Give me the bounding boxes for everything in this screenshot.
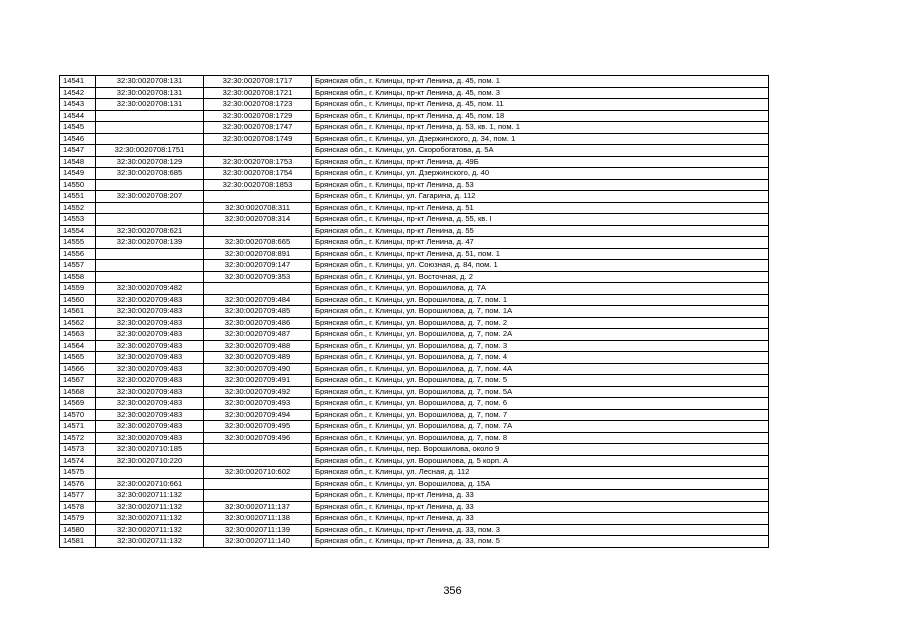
table-row <box>60 294 769 306</box>
land-cadastral-cell: 32:30:0020708:129 <box>96 156 204 168</box>
table-row <box>60 421 769 433</box>
address-cell: Брянская обл., г. Клинцы, ул. Ворошилова, д. 7, пом. 2 <box>312 317 769 329</box>
table-row <box>60 306 769 318</box>
row-number-cell: 14580 <box>60 524 96 536</box>
land-cadastral-cell: 32:30:0020709:483 <box>96 409 204 421</box>
table-row <box>60 156 769 168</box>
object-cadastral-cell: 32:30:0020708:1747 <box>204 122 312 134</box>
row-number-cell: 14541 <box>60 76 96 88</box>
address-cell: Брянская обл., г. Клинцы, ул. Ворошилова, д. 7, пом. 4А <box>312 363 769 375</box>
row-number-cell: 14578 <box>60 501 96 513</box>
object-cadastral-cell: 32:30:0020711:138 <box>204 513 312 525</box>
object-cadastral-cell: 32:30:0020708:1721 <box>204 87 312 99</box>
row-number-cell: 14546 <box>60 133 96 145</box>
object-cadastral-cell <box>204 455 312 467</box>
address-cell: Брянская обл., г. Клинцы, пр-кт Ленина, д. 45, пом. 11 <box>312 99 769 111</box>
table-row <box>60 76 769 88</box>
table-row <box>60 455 769 467</box>
land-cadastral-cell: 32:30:0020708:131 <box>96 87 204 99</box>
page-number: 356 <box>443 585 462 597</box>
address-cell: Брянская обл., г. Клинцы, пр-кт Ленина, д. 33 <box>312 501 769 513</box>
land-cadastral-cell: 32:30:0020709:483 <box>96 375 204 387</box>
row-number-cell: 14571 <box>60 421 96 433</box>
table-row <box>60 191 769 203</box>
address-cell: Брянская обл., г. Клинцы, ул. Лесная, д. 112 <box>312 467 769 479</box>
row-number-cell: 14548 <box>60 156 96 168</box>
object-cadastral-cell: 32:30:0020709:489 <box>204 352 312 364</box>
object-cadastral-cell: 32:30:0020708:891 <box>204 248 312 260</box>
table-row <box>60 317 769 329</box>
object-cadastral-cell <box>204 490 312 502</box>
object-cadastral-cell: 32:30:0020708:1754 <box>204 168 312 180</box>
land-cadastral-cell: 32:30:0020709:483 <box>96 317 204 329</box>
row-number-cell: 14554 <box>60 225 96 237</box>
row-number-cell: 14551 <box>60 191 96 203</box>
table-row <box>60 478 769 490</box>
land-cadastral-cell <box>96 248 204 260</box>
object-cadastral-cell: 32:30:0020710:602 <box>204 467 312 479</box>
object-cadastral-cell: 32:30:0020708:1853 <box>204 179 312 191</box>
object-cadastral-cell: 32:30:0020709:486 <box>204 317 312 329</box>
table-row <box>60 260 769 272</box>
table-row <box>60 214 769 226</box>
table-row <box>60 133 769 145</box>
land-cadastral-cell: 32:30:0020709:483 <box>96 432 204 444</box>
address-cell: Брянская обл., г. Клинцы, пр-кт Ленина, д. 33 <box>312 513 769 525</box>
object-cadastral-cell: 32:30:0020709:493 <box>204 398 312 410</box>
address-cell: Брянская обл., г. Клинцы, ул. Скоробогатова, д. 5А <box>312 145 769 157</box>
object-cadastral-cell: 32:30:0020711:140 <box>204 536 312 548</box>
address-cell: Брянская обл., г. Клинцы, ул. Ворошилова, д. 7, пом. 8 <box>312 432 769 444</box>
table-row <box>60 110 769 122</box>
row-number-cell: 14577 <box>60 490 96 502</box>
row-number-cell: 14569 <box>60 398 96 410</box>
land-cadastral-cell: 32:30:0020708:1751 <box>96 145 204 157</box>
row-number-cell: 14576 <box>60 478 96 490</box>
table-row <box>60 536 769 548</box>
object-cadastral-cell <box>204 283 312 295</box>
address-cell: Брянская обл., г. Клинцы, ул. Союзная, д. 84, пом. 1 <box>312 260 769 272</box>
table-row <box>60 283 769 295</box>
table-row <box>60 398 769 410</box>
table-row <box>60 501 769 513</box>
table-row <box>60 352 769 364</box>
table-row <box>60 122 769 134</box>
table-row <box>60 168 769 180</box>
address-cell: Брянская обл., г. Клинцы, ул. Ворошилова, д. 7, пом. 4 <box>312 352 769 364</box>
address-cell: Брянская обл., г. Клинцы, ул. Восточная, д. 2 <box>312 271 769 283</box>
address-cell: Брянская обл., г. Клинцы, пр-кт Ленина, д. 51 <box>312 202 769 214</box>
object-cadastral-cell <box>204 478 312 490</box>
table-row <box>60 271 769 283</box>
address-cell: Брянская обл., г. Клинцы, пр-кт Ленина, д. 49Б <box>312 156 769 168</box>
land-cadastral-cell: 32:30:0020710:661 <box>96 478 204 490</box>
table-row <box>60 409 769 421</box>
row-number-cell: 14555 <box>60 237 96 249</box>
land-cadastral-cell: 32:30:0020709:483 <box>96 386 204 398</box>
table-row <box>60 444 769 456</box>
land-cadastral-cell: 32:30:0020711:132 <box>96 490 204 502</box>
land-cadastral-cell: 32:30:0020708:207 <box>96 191 204 203</box>
address-cell: Брянская обл., г. Клинцы, ул. Дзержинского, д. 40 <box>312 168 769 180</box>
land-cadastral-cell <box>96 110 204 122</box>
table-row <box>60 202 769 214</box>
row-number-cell: 14556 <box>60 248 96 260</box>
table-row <box>60 490 769 502</box>
land-cadastral-cell: 32:30:0020711:132 <box>96 513 204 525</box>
address-cell: Брянская обл., г. Клинцы, пр-кт Ленина, д. 47 <box>312 237 769 249</box>
row-number-cell: 14575 <box>60 467 96 479</box>
object-cadastral-cell: 32:30:0020709:495 <box>204 421 312 433</box>
object-cadastral-cell: 32:30:0020709:487 <box>204 329 312 341</box>
row-number-cell: 14566 <box>60 363 96 375</box>
row-number-cell: 14542 <box>60 87 96 99</box>
row-number-cell: 14544 <box>60 110 96 122</box>
row-number-cell: 14568 <box>60 386 96 398</box>
land-cadastral-cell: 32:30:0020709:483 <box>96 329 204 341</box>
object-cadastral-cell: 32:30:0020709:147 <box>204 260 312 272</box>
object-cadastral-cell: 32:30:0020709:490 <box>204 363 312 375</box>
table-row <box>60 248 769 260</box>
object-cadastral-cell <box>204 225 312 237</box>
land-cadastral-cell: 32:30:0020711:132 <box>96 501 204 513</box>
object-cadastral-cell: 32:30:0020708:1723 <box>204 99 312 111</box>
land-cadastral-cell: 32:30:0020709:483 <box>96 421 204 433</box>
table-row <box>60 432 769 444</box>
land-cadastral-cell: 32:30:0020709:483 <box>96 352 204 364</box>
row-number-cell: 14552 <box>60 202 96 214</box>
object-cadastral-cell: 32:30:0020708:1717 <box>204 76 312 88</box>
address-cell: Брянская обл., г. Клинцы, ул. Ворошилова, д. 7, пом. 5А <box>312 386 769 398</box>
row-number-cell: 14561 <box>60 306 96 318</box>
table-row <box>60 225 769 237</box>
row-number-cell: 14570 <box>60 409 96 421</box>
table-row <box>60 329 769 341</box>
object-cadastral-cell: 32:30:0020709:494 <box>204 409 312 421</box>
row-number-cell: 14573 <box>60 444 96 456</box>
address-cell: Брянская обл., г. Клинцы, ул. Гагарина, д. 112 <box>312 191 769 203</box>
object-cadastral-cell: 32:30:0020708:314 <box>204 214 312 226</box>
land-cadastral-cell <box>96 202 204 214</box>
land-cadastral-cell: 32:30:0020711:132 <box>96 524 204 536</box>
table-row <box>60 375 769 387</box>
land-cadastral-cell: 32:30:0020708:131 <box>96 99 204 111</box>
address-cell: Брянская обл., г. Клинцы, пр-кт Ленина, д. 55 <box>312 225 769 237</box>
land-cadastral-cell <box>96 260 204 272</box>
table-row <box>60 340 769 352</box>
row-number-cell: 14559 <box>60 283 96 295</box>
address-cell: Брянская обл., г. Клинцы, пр-кт Ленина, д. 45, пом. 18 <box>312 110 769 122</box>
row-number-cell: 14547 <box>60 145 96 157</box>
land-cadastral-cell <box>96 271 204 283</box>
land-cadastral-cell: 32:30:0020708:621 <box>96 225 204 237</box>
address-cell: Брянская обл., г. Клинцы, ул. Ворошилова, д. 7, пом. 7 <box>312 409 769 421</box>
land-cadastral-cell: 32:30:0020709:482 <box>96 283 204 295</box>
table-row <box>60 145 769 157</box>
address-cell: Брянская обл., г. Клинцы, ул. Ворошилова, д. 7, пом. 7А <box>312 421 769 433</box>
address-cell: Брянская обл., г. Клинцы, пр-кт Ленина, д. 51, пом. 1 <box>312 248 769 260</box>
address-cell: Брянская обл., г. Клинцы, пр-кт Ленина, д. 53, кв. 1, пом. 1 <box>312 122 769 134</box>
address-cell: Брянская обл., г. Клинцы, пр-кт Ленина, д. 53 <box>312 179 769 191</box>
address-cell: Брянская обл., г. Клинцы, ул. Ворошилова, д. 7, пом. 6 <box>312 398 769 410</box>
land-cadastral-cell <box>96 214 204 226</box>
object-cadastral-cell <box>204 444 312 456</box>
table-row <box>60 513 769 525</box>
register-table-body <box>60 76 769 548</box>
address-cell: Брянская обл., г. Клинцы, ул. Дзержинского, д. 34, пом. 1 <box>312 133 769 145</box>
object-cadastral-cell: 32:30:0020708:1753 <box>204 156 312 168</box>
object-cadastral-cell <box>204 191 312 203</box>
land-cadastral-cell <box>96 122 204 134</box>
address-cell: Брянская обл., г. Клинцы, ул. Ворошилова, д. 7, пом. 5 <box>312 375 769 387</box>
object-cadastral-cell: 32:30:0020708:665 <box>204 237 312 249</box>
row-number-cell: 14562 <box>60 317 96 329</box>
address-cell: Брянская обл., г. Клинцы, пр-кт Ленина, д. 33, пом. 3 <box>312 524 769 536</box>
table-row <box>60 237 769 249</box>
land-cadastral-cell: 32:30:0020709:483 <box>96 398 204 410</box>
row-number-cell: 14579 <box>60 513 96 525</box>
land-cadastral-cell: 32:30:0020711:132 <box>96 536 204 548</box>
address-cell: Брянская обл., г. Клинцы, ул. Ворошилова, д. 7, пом. 1 <box>312 294 769 306</box>
object-cadastral-cell: 32:30:0020709:492 <box>204 386 312 398</box>
row-number-cell: 14550 <box>60 179 96 191</box>
land-cadastral-cell <box>96 467 204 479</box>
land-cadastral-cell <box>96 179 204 191</box>
table-row <box>60 524 769 536</box>
address-cell: Брянская обл., г. Клинцы, ул. Ворошилова, д. 7, пом. 3 <box>312 340 769 352</box>
table-row <box>60 87 769 99</box>
row-number-cell: 14553 <box>60 214 96 226</box>
land-cadastral-cell: 32:30:0020708:139 <box>96 237 204 249</box>
row-number-cell: 14545 <box>60 122 96 134</box>
table-row <box>60 363 769 375</box>
address-cell: Брянская обл., г. Клинцы, пер. Ворошилова, около 9 <box>312 444 769 456</box>
row-number-cell: 14574 <box>60 455 96 467</box>
object-cadastral-cell: 32:30:0020709:496 <box>204 432 312 444</box>
land-cadastral-cell: 32:30:0020710:185 <box>96 444 204 456</box>
address-cell: Брянская обл., г. Клинцы, ул. Ворошилова, д. 15А <box>312 478 769 490</box>
object-cadastral-cell: 32:30:0020709:485 <box>204 306 312 318</box>
address-cell: Брянская обл., г. Клинцы, пр-кт Ленина, д. 45, пом. 3 <box>312 87 769 99</box>
object-cadastral-cell: 32:30:0020708:311 <box>204 202 312 214</box>
address-cell: Брянская обл., г. Клинцы, пр-кт Ленина, д. 55, кв. I <box>312 214 769 226</box>
table-row <box>60 467 769 479</box>
object-cadastral-cell: 32:30:0020709:484 <box>204 294 312 306</box>
row-number-cell: 14565 <box>60 352 96 364</box>
land-cadastral-cell <box>96 133 204 145</box>
land-cadastral-cell: 32:30:0020709:483 <box>96 363 204 375</box>
address-cell: Брянская обл., г. Клинцы, ул. Ворошилова, д. 7А <box>312 283 769 295</box>
object-cadastral-cell: 32:30:0020711:139 <box>204 524 312 536</box>
land-cadastral-cell: 32:30:0020708:685 <box>96 168 204 180</box>
row-number-cell: 14557 <box>60 260 96 272</box>
land-cadastral-cell: 32:30:0020709:483 <box>96 306 204 318</box>
address-cell: Брянская обл., г. Клинцы, ул. Ворошилова, д. 7, пом. 2А <box>312 329 769 341</box>
table-row <box>60 386 769 398</box>
row-number-cell: 14581 <box>60 536 96 548</box>
address-cell: Брянская обл., г. Клинцы, ул. Ворошилова, д. 5 корп. А <box>312 455 769 467</box>
land-cadastral-cell: 32:30:0020709:483 <box>96 340 204 352</box>
table-row <box>60 99 769 111</box>
address-cell: Брянская обл., г. Клинцы, пр-кт Ленина, д. 45, пом. 1 <box>312 76 769 88</box>
land-cadastral-cell: 32:30:0020709:483 <box>96 294 204 306</box>
row-number-cell: 14564 <box>60 340 96 352</box>
address-cell: Брянская обл., г. Клинцы, ул. Ворошилова, д. 7, пом. 1А <box>312 306 769 318</box>
object-cadastral-cell: 32:30:0020709:491 <box>204 375 312 387</box>
land-cadastral-cell: 32:30:0020710:220 <box>96 455 204 467</box>
row-number-cell: 14560 <box>60 294 96 306</box>
row-number-cell: 14572 <box>60 432 96 444</box>
row-number-cell: 14563 <box>60 329 96 341</box>
address-cell: Брянская обл., г. Клинцы, пр-кт Ленина, д. 33 <box>312 490 769 502</box>
table-row <box>60 179 769 191</box>
object-cadastral-cell <box>204 145 312 157</box>
row-number-cell: 14567 <box>60 375 96 387</box>
object-cadastral-cell: 32:30:0020708:1749 <box>204 133 312 145</box>
row-number-cell: 14549 <box>60 168 96 180</box>
land-cadastral-cell: 32:30:0020708:131 <box>96 76 204 88</box>
object-cadastral-cell: 32:30:0020709:353 <box>204 271 312 283</box>
object-cadastral-cell: 32:30:0020711:137 <box>204 501 312 513</box>
row-number-cell: 14558 <box>60 271 96 283</box>
object-cadastral-cell: 32:30:0020709:488 <box>204 340 312 352</box>
object-cadastral-cell: 32:30:0020708:1729 <box>204 110 312 122</box>
register-table <box>59 75 769 548</box>
row-number-cell: 14543 <box>60 99 96 111</box>
address-cell: Брянская обл., г. Клинцы, пр-кт Ленина, д. 33, пом. 5 <box>312 536 769 548</box>
